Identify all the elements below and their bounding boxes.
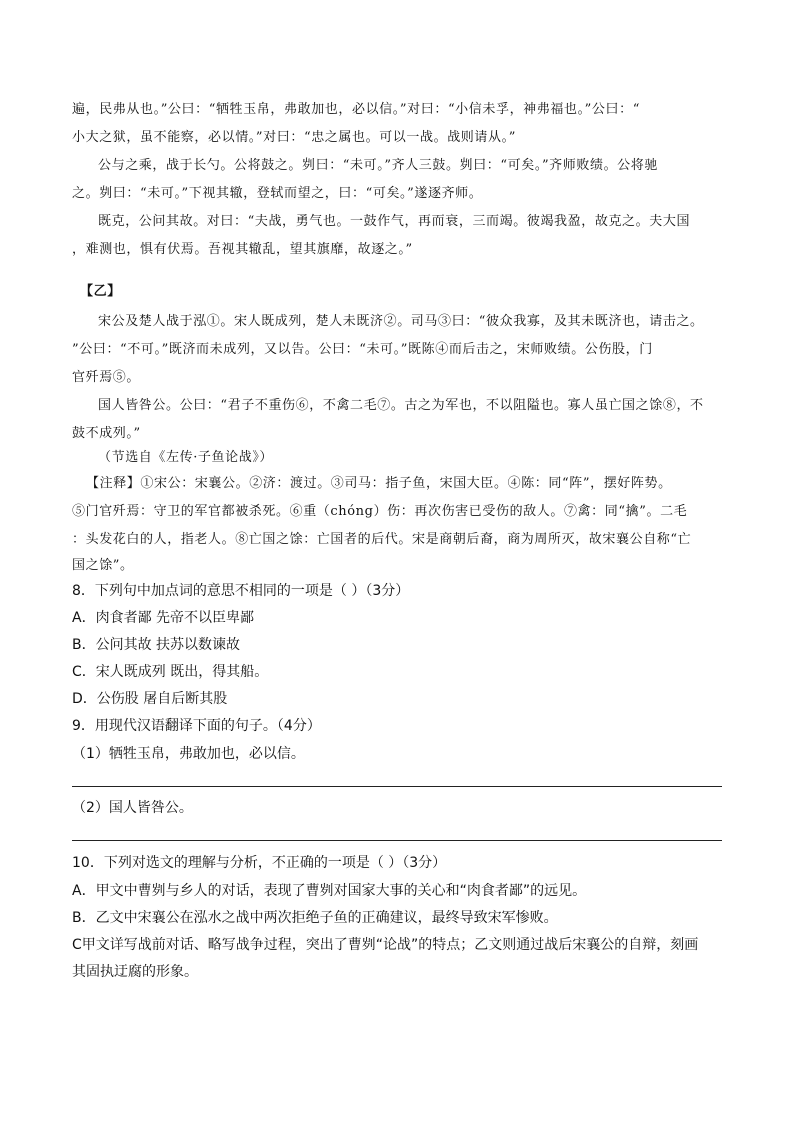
option-b: B．乙文中宋襄公在泓水之战中两次拒绝子鱼的正确建议，最终导致宋军惨败。 xyxy=(72,910,558,926)
option-c: C．宋人既成列 既出，得其船。 xyxy=(72,664,269,680)
answer-line[interactable] xyxy=(72,786,722,787)
annotation-line: ⑤门官歼焉：守卫的军官都被杀死。⑥重（chóng）伤：再次伤害已受伤的敌人。⑦禽：同“擒”。二毛 xyxy=(72,504,688,519)
passage-line: 公与之乘，战于长勺。公将鼓之。刿曰：“未可。”齐人三鼓。刿曰：“可矣。”齐师败绩。公将驰 xyxy=(98,158,658,173)
translation-item: （1）牺牲玉帛，弗敢加也，必以信。 xyxy=(72,746,305,762)
option-c-continued: 其固执迂腐的形象。 xyxy=(72,964,198,980)
annotation-line: 【注释】①宋公：宋襄公。②济：渡过。③司马：指子鱼，宋国大臣。④陈：同“阵”，摆好阵势。 xyxy=(86,476,672,491)
answer-line[interactable] xyxy=(72,840,722,841)
translation-item: （2）国人皆咎公。 xyxy=(72,800,193,816)
passage-line: ，难测也，惧有伏焉。吾视其辙乱，望其旗靡，故逐之。” xyxy=(72,242,413,257)
option-a: A．甲文中曹刿与乡人的对话，表现了曹刿对国家大事的关心和“肉食者鄙”的远见。 xyxy=(72,883,587,899)
annotation-line: ：头发花白的人，指老人。⑧亡国之馀：亡国者的后代。宋是商朝后裔，商为周所灭，故宋襄公自称“亡 xyxy=(72,532,692,547)
question-stem: 10．下列对选文的理解与分析，不正确的一项是（ ）（3分） xyxy=(72,855,447,871)
passage-line: 遍，民弗从也。”公曰：“牺牲玉帛，弗敢加也，必以信。”对曰：“小信未孚，神弗福也。”公曰：“ xyxy=(72,102,640,117)
option-c: C甲文详写战前对话、略写战争过程，突出了曹刿“论战”的特点；乙文则通过战后宋襄公的自辩，刻画 xyxy=(72,937,699,953)
passage-line: ”公曰：“不可。”既济而未成列，又以告。公曰：“未可。”既陈④而后击之，宋师败绩。公伤股，门 xyxy=(72,342,653,357)
question-stem: 8．下列句中加点词的意思不相同的一项是（ ）（3分） xyxy=(72,583,410,599)
option-a: A．肉食者鄙 先帝不以臣卑鄙 xyxy=(72,610,255,626)
annotation-line: 国之馀”。 xyxy=(72,558,134,573)
passage-line: 鼓不成列。” xyxy=(72,426,141,441)
passage-line: 国人皆咎公。公曰：“君子不重伤⑥，不禽二毛⑦。古之为军也，不以阻隘也。寡人虽亡国之馀⑧，不 xyxy=(98,398,704,413)
option-d: D．公伤股 屠自后断其股 xyxy=(72,691,228,707)
passage-line: 官歼焉⑤。 xyxy=(72,370,141,385)
section-heading-yi: 【乙】 xyxy=(80,284,121,299)
passage-line: 既克，公问其故。对曰：“夫战，勇气也。一鼓作气，再而衰，三而竭。彼竭我盈，故克之。夫大国 xyxy=(98,214,691,229)
passage-line: 小大之狱，虽不能察，必以情。”对曰：“忠之属也。可以一战。战则请从。” xyxy=(72,130,516,145)
option-b: B．公问其故 扶苏以数谏故 xyxy=(72,637,241,653)
passage-line: 之。刿曰：“未可。”下视其辙，登轼而望之，曰：“可矣。”遂逐齐师。 xyxy=(72,186,483,201)
passage-source: （节选自《左传·子鱼论战》） xyxy=(98,450,274,465)
question-stem: 9．用现代汉语翻译下面的句子。（4分） xyxy=(72,718,321,734)
passage-line: 宋公及楚人战于泓①。宋人既成列，楚人未既济②。司马③曰：“彼众我寡，及其未既济也，请击之。 xyxy=(98,314,704,329)
